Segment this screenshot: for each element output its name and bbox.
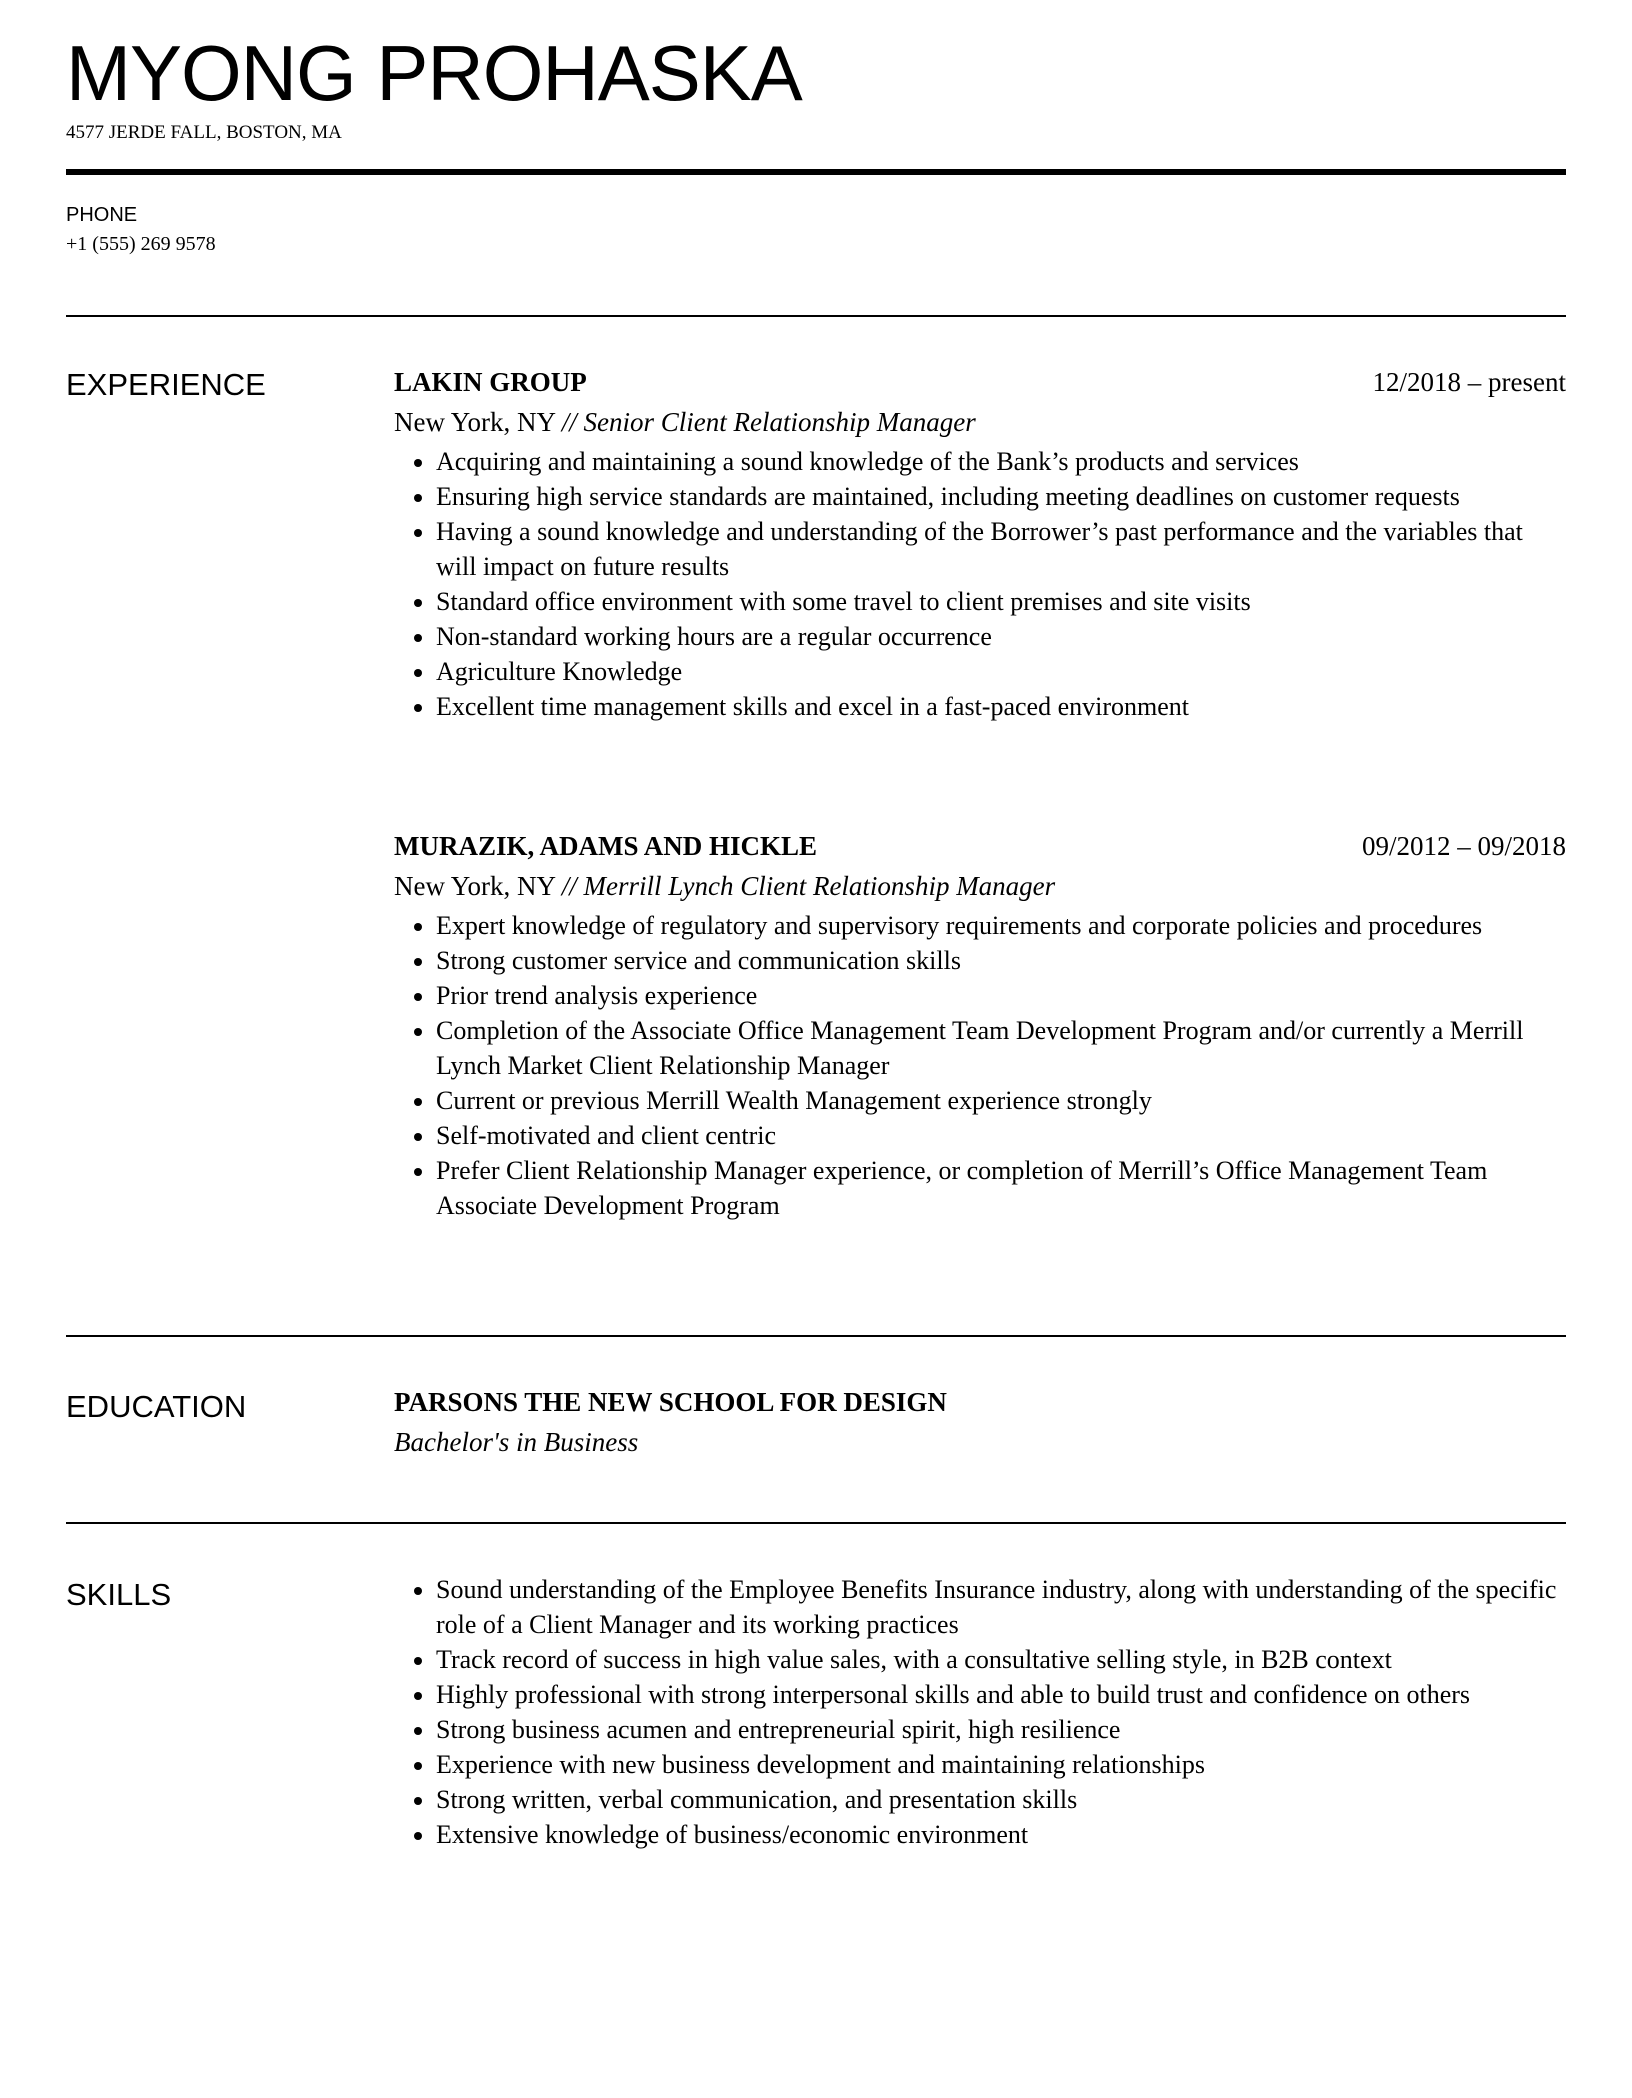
job-location: New York, NY xyxy=(394,871,556,901)
list-item: Strong written, verbal communication, and presentation skills xyxy=(436,1782,1566,1817)
experience-job xyxy=(394,826,1566,1223)
job-dates: 12/2018 – present xyxy=(1372,367,1566,397)
section-divider xyxy=(66,1335,1566,1337)
candidate-address: 4577 JERDE FALL, BOSTON, MA xyxy=(66,122,342,143)
job-subtitle xyxy=(394,866,1566,906)
skills-list xyxy=(394,1572,1566,1852)
list-item: Acquiring and maintaining a sound knowledge of the Bank’s products and services xyxy=(436,444,1566,479)
education-entry xyxy=(394,1382,1566,1462)
job-duties-list xyxy=(394,444,1566,724)
list-item: Sound understanding of the Employee Benefits Insurance industry, along with understanding of the specific role of a Client Manager and its working practices xyxy=(436,1572,1566,1642)
list-item: Experience with new business development and maintaining relationships xyxy=(436,1747,1566,1782)
job-duties-list xyxy=(394,908,1566,1223)
job-location: New York, NY xyxy=(394,407,556,437)
list-item: Excellent time management skills and excel in a fast-paced environment xyxy=(436,689,1566,724)
list-item: Standard office environment with some travel to client premises and site visits xyxy=(436,584,1566,619)
experience-heading: EXPERIENCE xyxy=(66,367,266,402)
list-item: Current or previous Merrill Wealth Management experience strongly xyxy=(436,1083,1566,1118)
job-dates: 09/2012 – 09/2018 xyxy=(1361,831,1566,861)
education-heading: EDUCATION xyxy=(66,1389,247,1424)
degree-title: Bachelor's in Business xyxy=(394,1427,639,1457)
list-item: Agriculture Knowledge xyxy=(436,654,1566,689)
list-item: Completion of the Associate Office Management Team Development Program and/or currently a Merrill Lynch Market Client Relationship Manager xyxy=(436,1013,1566,1083)
education-header xyxy=(394,1382,1566,1422)
phone-label: PHONE xyxy=(66,204,138,226)
school-name: PARSONS THE NEW SCHOOL FOR DESIGN xyxy=(394,1387,947,1417)
list-item: Strong business acumen and entrepreneurial spirit, high resilience xyxy=(436,1712,1566,1747)
list-item: Non-standard working hours are a regular occurrence xyxy=(436,619,1566,654)
list-item: Strong customer service and communication skills xyxy=(436,943,1566,978)
list-item: Prefer Client Relationship Manager experience, or completion of Merrill’s Office Management Team Associate Development Program xyxy=(436,1153,1566,1223)
section-divider xyxy=(66,315,1566,317)
job-header xyxy=(394,826,1566,866)
list-item: Highly professional with strong interpersonal skills and able to build trust and confidence on others xyxy=(436,1677,1566,1712)
list-item: Extensive knowledge of business/economic environment xyxy=(436,1817,1566,1852)
job-title: Merrill Lynch Client Relationship Manager xyxy=(583,871,1056,901)
job-header xyxy=(394,362,1566,402)
section-divider xyxy=(66,1522,1566,1524)
company-name: LAKIN GROUP xyxy=(394,367,587,397)
header-divider xyxy=(66,169,1566,175)
list-item: Having a sound knowledge and understanding of the Borrower’s past performance and the variables that will impact on future results xyxy=(436,514,1566,584)
skills-block xyxy=(394,1572,1566,1852)
list-item: Self-motivated and client centric xyxy=(436,1118,1566,1153)
skills-heading: SKILLS xyxy=(66,1577,172,1612)
company-name: MURAZIK, ADAMS AND HICKLE xyxy=(394,831,818,861)
experience-job xyxy=(394,362,1566,724)
job-subtitle xyxy=(394,402,1566,442)
list-item: Ensuring high service standards are maintained, including meeting deadlines on customer requests xyxy=(436,479,1566,514)
phone-number: +1 (555) 269 9578 xyxy=(66,233,216,255)
list-item: Prior trend analysis experience xyxy=(436,978,1566,1013)
list-item: Expert knowledge of regulatory and supervisory requirements and corporate policies and procedures xyxy=(436,908,1566,943)
candidate-name: MYONG PROHASKA xyxy=(66,29,802,117)
job-title: Senior Client Relationship Manager xyxy=(583,407,976,437)
list-item: Track record of success in high value sales, with a consultative selling style, in B2B context xyxy=(436,1642,1566,1677)
job-separator: // xyxy=(561,871,577,901)
job-separator: // xyxy=(561,407,577,437)
